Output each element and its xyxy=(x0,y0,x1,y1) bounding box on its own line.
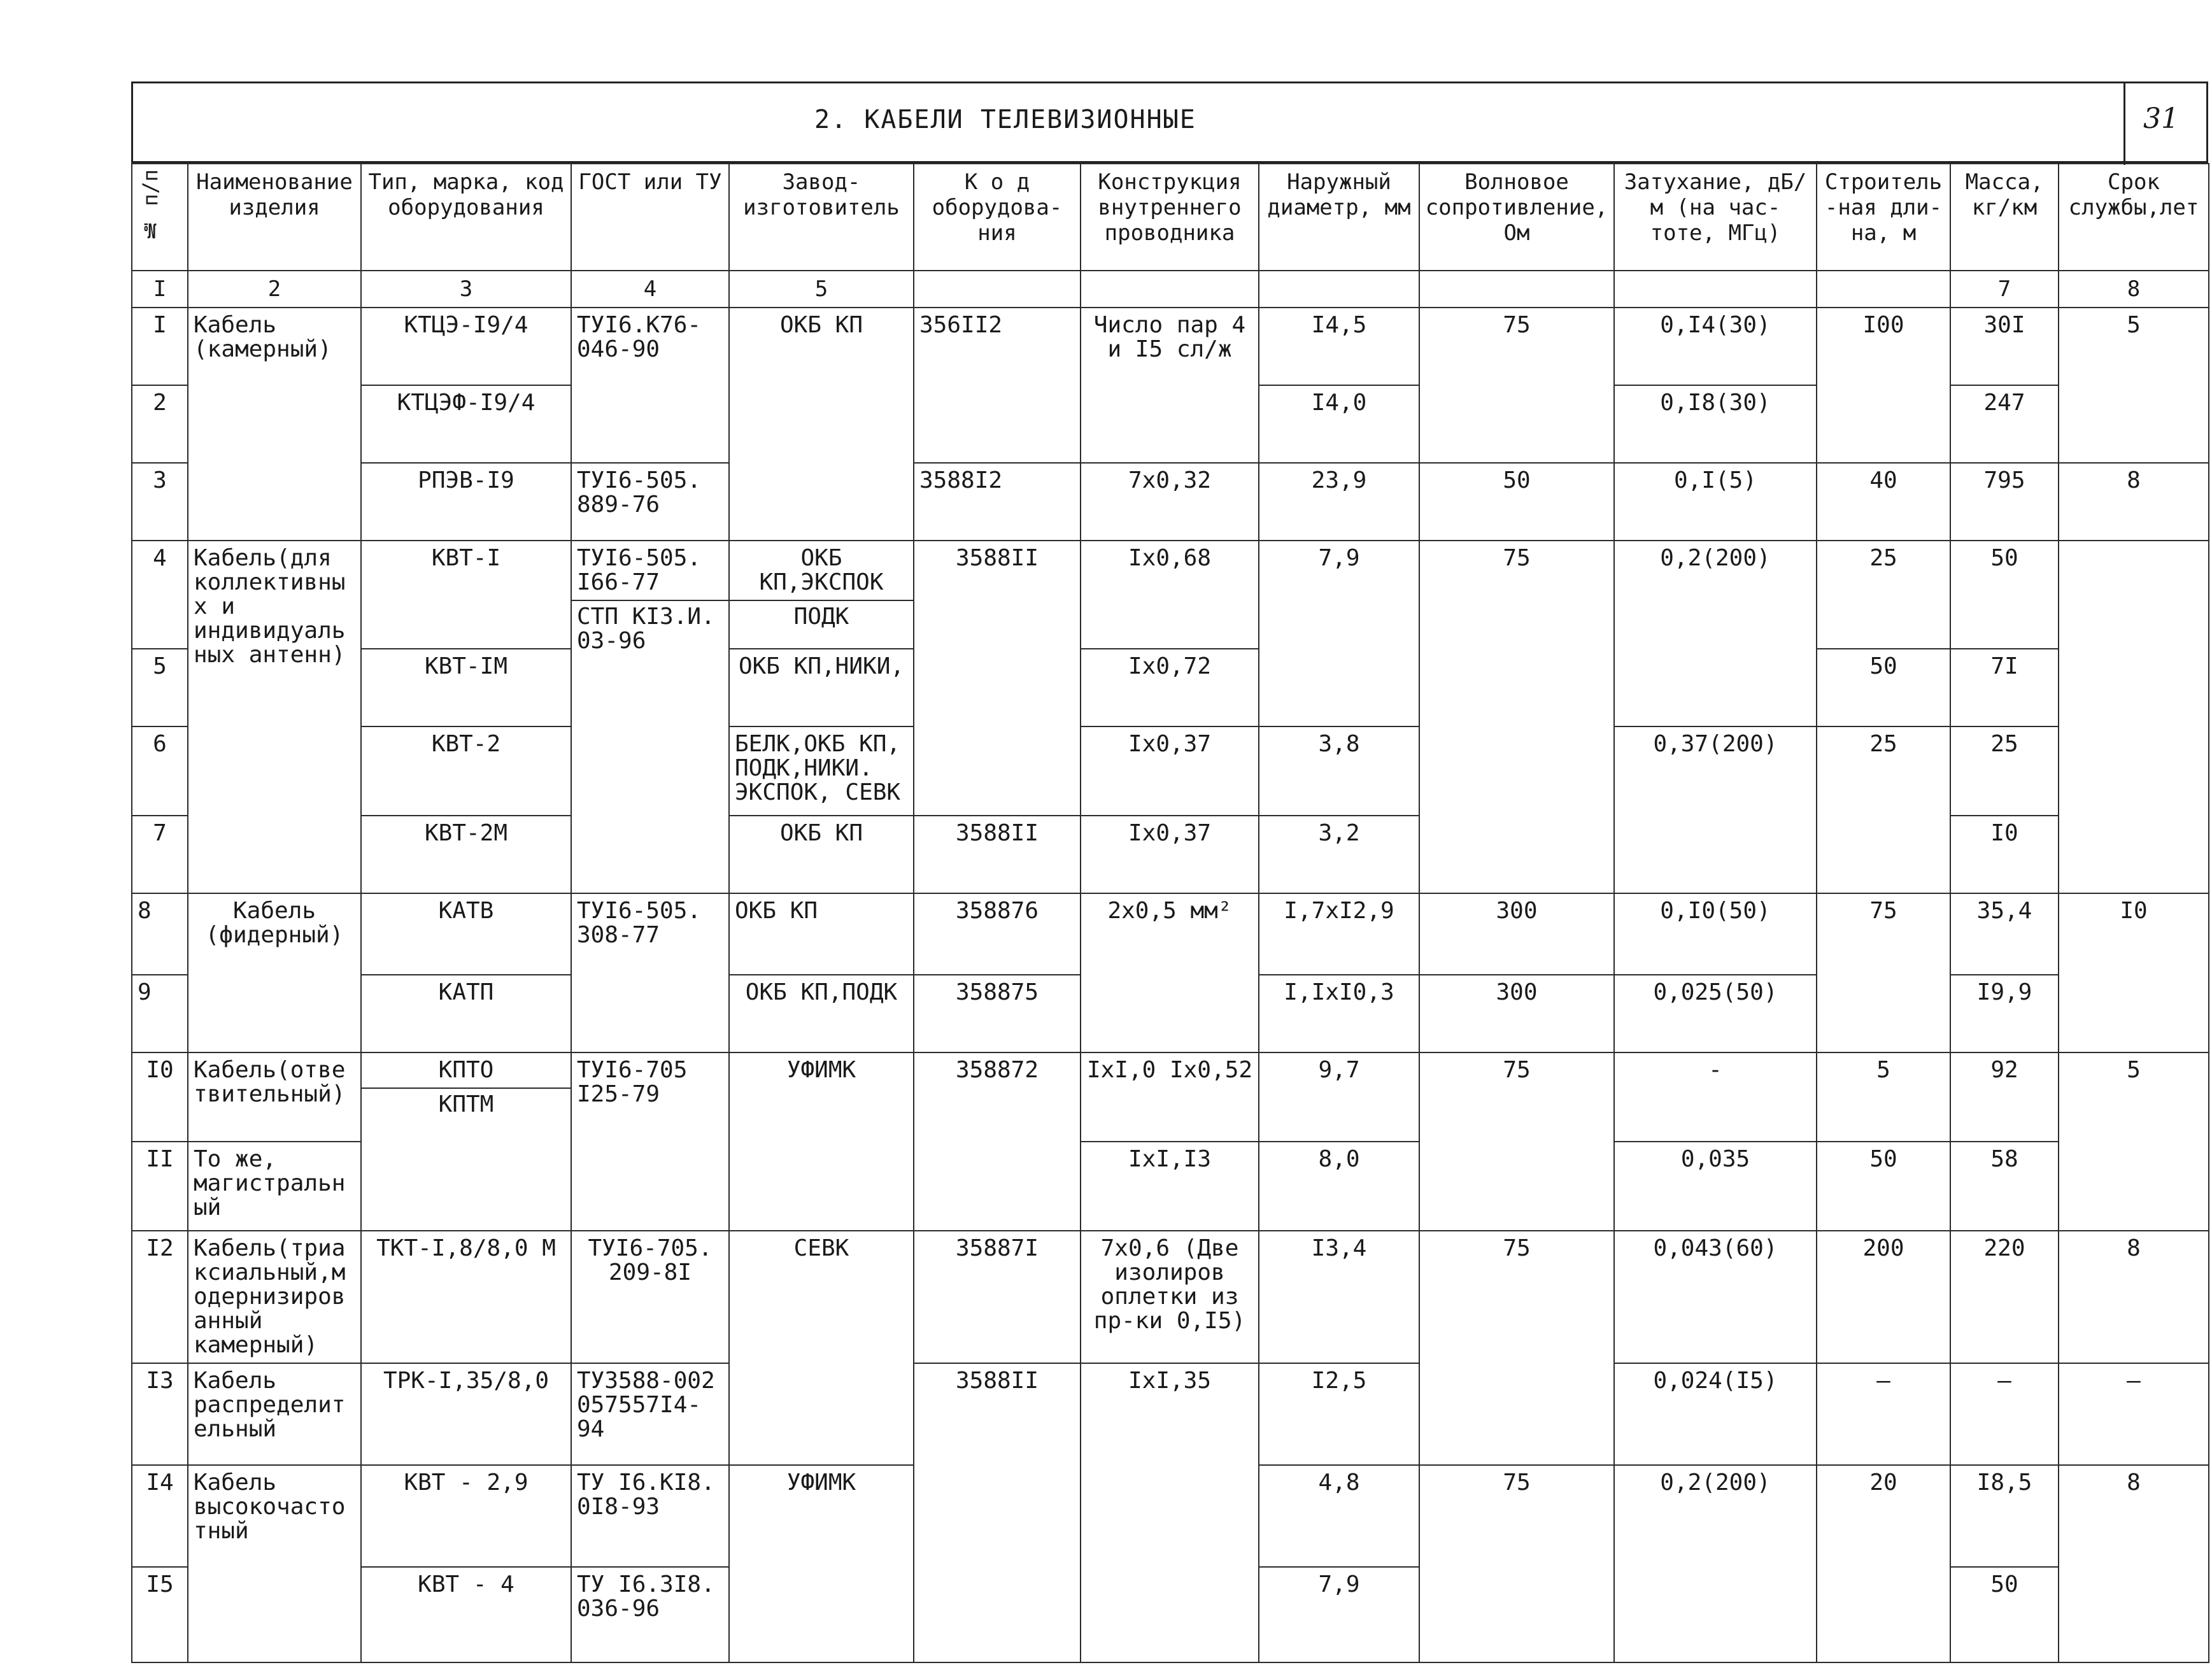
product-name: Кабель(для коллективных и индивидуальных антенн) xyxy=(188,541,361,893)
table-row xyxy=(132,463,2209,541)
row-number: 3 xyxy=(132,463,188,541)
header-cell: Наружный диаметр, мм xyxy=(1259,164,1419,271)
cable-type: КВТ-2М xyxy=(361,816,571,893)
table-row xyxy=(132,649,2209,726)
attenuation: 0,043(60) xyxy=(1614,1231,1817,1363)
equipment-code: 358875 xyxy=(914,975,1081,1052)
document-sheet xyxy=(131,81,2208,1622)
attenuation: 0,I8(30) xyxy=(1614,385,1817,463)
wave-impedance: 75 xyxy=(1419,541,1614,893)
mass: 247 xyxy=(1950,385,2059,463)
construction-length: – xyxy=(1817,1363,1950,1465)
header-cell: Масса, кг/км xyxy=(1950,164,2059,271)
row-number: 9 xyxy=(132,975,188,1052)
gost-spec-primary: ТУI6-505. I66-77 xyxy=(577,545,702,595)
wave-impedance: 300 xyxy=(1419,893,1614,975)
outer-diameter: I3,4 xyxy=(1259,1231,1419,1363)
attenuation: 0,I(5) xyxy=(1614,463,1817,541)
page-number: 31 xyxy=(2143,103,2179,135)
cable-type: КВТ - 4 xyxy=(361,1567,571,1662)
mass: 50 xyxy=(1950,1567,2059,1662)
construction-length: 20 xyxy=(1817,1465,1950,1662)
attenuation: 0,37(200) xyxy=(1614,726,1817,893)
cable-type: КВТ-2 xyxy=(361,726,571,816)
table-row xyxy=(132,1231,2209,1363)
cable-type: ТКТ-I,8/8,0 М xyxy=(361,1231,571,1363)
header-row xyxy=(132,164,2209,271)
outer-diameter: 7,9 xyxy=(1259,541,1419,726)
equipment-code: 3588II xyxy=(914,1363,1081,1662)
attenuation: 0,035 xyxy=(1614,1142,1817,1231)
mass: I9,9 xyxy=(1950,975,2059,1052)
gost-spec-secondary: СТП КI3.И. 03-96 xyxy=(572,600,728,653)
column-number xyxy=(914,271,1081,308)
mass: 220 xyxy=(1950,1231,2059,1363)
table-row xyxy=(132,893,2209,975)
product-name: Кабель (фидерный) xyxy=(188,893,361,1052)
table-row xyxy=(132,308,2209,385)
row-number: I0 xyxy=(132,1052,188,1142)
gost-spec xyxy=(571,541,729,893)
row-number: II xyxy=(132,1142,188,1231)
conductor-construction: 2х0,5 мм² xyxy=(1081,893,1259,1052)
construction-length: 25 xyxy=(1817,541,1950,649)
service-life: 8 xyxy=(2059,1231,2209,1363)
equipment-code: 358876 xyxy=(914,893,1081,975)
outer-diameter: 3,2 xyxy=(1259,816,1419,893)
attenuation: 0,2(200) xyxy=(1614,541,1817,726)
conductor-construction: Iх0,37 xyxy=(1081,816,1259,893)
row-number: 6 xyxy=(132,726,188,816)
manufacturer: УФИМК xyxy=(729,1052,914,1231)
manufacturer: ОКБ КП xyxy=(729,308,914,541)
row-number: I2 xyxy=(132,1231,188,1363)
conductor-construction: IхI,I3 xyxy=(1081,1142,1259,1231)
construction-length: 40 xyxy=(1817,463,1950,541)
conductor-construction: 7х0,32 xyxy=(1081,463,1259,541)
column-number xyxy=(1081,271,1259,308)
outer-diameter: I2,5 xyxy=(1259,1363,1419,1465)
outer-diameter: 9,7 xyxy=(1259,1052,1419,1142)
column-number-row xyxy=(132,271,2209,308)
wave-impedance: 50 xyxy=(1419,463,1614,541)
mass: 92 xyxy=(1950,1052,2059,1142)
attenuation: 0,I0(50) xyxy=(1614,893,1817,975)
outer-diameter: I,7хI2,9 xyxy=(1259,893,1419,975)
outer-diameter: I4,0 xyxy=(1259,385,1419,463)
product-name: Кабель(ответвительный) xyxy=(188,1052,361,1142)
construction-length: I00 xyxy=(1817,308,1950,463)
equipment-code: 358872 xyxy=(914,1052,1081,1231)
service-life: – xyxy=(2059,1363,2209,1465)
outer-diameter: 7,9 xyxy=(1259,1567,1419,1662)
outer-diameter: 8,0 xyxy=(1259,1142,1419,1231)
cable-type: КВТ - 2,9 xyxy=(361,1465,571,1567)
column-number: 7 xyxy=(1950,271,2059,308)
cable-type: КАТП xyxy=(361,975,571,1052)
equipment-code: 3588II xyxy=(914,541,1081,816)
construction-length: 25 xyxy=(1817,726,1950,893)
manufacturer: БЕЛК,ОКБ КП, ПОДК,НИКИ. ЭКСПОК, СЕВК xyxy=(729,726,914,816)
service-life xyxy=(2059,541,2209,893)
gost-spec: ТУI6-505. 889-76 xyxy=(571,463,729,541)
gost-spec: ТУI6-505. 308-77 xyxy=(571,893,729,1052)
product-name: Кабель(триаксиальный,модернизированный камерный) xyxy=(188,1231,361,1363)
attenuation: - xyxy=(1614,1052,1817,1142)
construction-length: 200 xyxy=(1817,1231,1950,1363)
manufacturer: СЕВК xyxy=(729,1231,914,1465)
header-cell: № п/п xyxy=(132,164,188,271)
page-title: 2. КАБЕЛИ ТЕЛЕВИЗИОННЫЕ xyxy=(814,105,1196,134)
row-number: 4 xyxy=(132,541,188,649)
wave-impedance: 75 xyxy=(1419,308,1614,463)
cable-type: КПТО КПТМ xyxy=(361,1052,571,1231)
table-row xyxy=(132,1363,2209,1465)
outer-diameter: I4,5 xyxy=(1259,308,1419,385)
construction-length: 50 xyxy=(1817,649,1950,726)
product-name: Кабель (камерный) xyxy=(188,308,361,541)
gost-spec: ТУI6.К76-046-90 xyxy=(571,308,729,463)
cable-table xyxy=(131,163,2209,1663)
cable-type: КВТ-I xyxy=(361,541,571,649)
header-cell: Строитель-ная дли-на, м xyxy=(1817,164,1950,271)
header-cell: Завод-изготовитель xyxy=(729,164,914,271)
cable-type: КТЦЭ-I9/4 xyxy=(361,308,571,385)
attenuation: 0,024(I5) xyxy=(1614,1363,1817,1465)
wave-impedance: 75 xyxy=(1419,1465,1614,1662)
row-number: 5 xyxy=(132,649,188,726)
mass: 50 xyxy=(1950,541,2059,649)
mass: 35,4 xyxy=(1950,893,2059,975)
product-name: То же, магистральный xyxy=(188,1142,361,1231)
construction-length: 75 xyxy=(1817,893,1950,1052)
column-number: 4 xyxy=(571,271,729,308)
row-number: I4 xyxy=(132,1465,188,1567)
manufacturer xyxy=(729,541,914,649)
cable-type: КТЦЭФ-I9/4 xyxy=(361,385,571,463)
mass: – xyxy=(1950,1363,2059,1465)
cable-type: РПЭВ-I9 xyxy=(361,463,571,541)
gost-spec: ТУ I6.3I8. 036-96 xyxy=(571,1567,729,1662)
equipment-code: 35887I xyxy=(914,1231,1081,1363)
row-number: I3 xyxy=(132,1363,188,1465)
row-number: I5 xyxy=(132,1567,188,1662)
conductor-construction: Iх0,68 xyxy=(1081,541,1259,649)
equipment-code: 3588I2 xyxy=(914,463,1081,541)
service-life: 5 xyxy=(2059,1052,2209,1231)
gost-spec: ТУ3588-002 057557I4-94 xyxy=(571,1363,729,1465)
manufacturer-secondary: ПОДК xyxy=(730,600,913,629)
attenuation: 0,025(50) xyxy=(1614,975,1817,1052)
table-row xyxy=(132,541,2209,649)
mass: I8,5 xyxy=(1950,1465,2059,1567)
outer-diameter: I,IхI0,3 xyxy=(1259,975,1419,1052)
column-number xyxy=(1259,271,1419,308)
service-life: 5 xyxy=(2059,308,2209,463)
header-cell: Тип, марка, код оборудования xyxy=(361,164,571,271)
row-number: 8 xyxy=(132,893,188,975)
column-number: 8 xyxy=(2059,271,2209,308)
column-number xyxy=(1614,271,1817,308)
column-number xyxy=(1419,271,1614,308)
table-row xyxy=(132,1052,2209,1142)
column-number: 2 xyxy=(188,271,361,308)
header-cell: Волновое сопротивление, Ом xyxy=(1419,164,1614,271)
mass: I0 xyxy=(1950,816,2059,893)
wave-impedance: 300 xyxy=(1419,975,1614,1052)
cable-type-secondary: КПТМ xyxy=(362,1088,571,1117)
manufacturer: ОКБ КП xyxy=(729,893,914,975)
mass: 58 xyxy=(1950,1142,2059,1231)
row-number: 2 xyxy=(132,385,188,463)
mass: 795 xyxy=(1950,463,2059,541)
outer-diameter: 4,8 xyxy=(1259,1465,1419,1567)
manufacturer: ОКБ КП xyxy=(729,816,914,893)
manufacturer: ОКБ КП,НИКИ, xyxy=(729,649,914,726)
service-life: 8 xyxy=(2059,463,2209,541)
attenuation: 0,I4(30) xyxy=(1614,308,1817,385)
row-number: 7 xyxy=(132,816,188,893)
mass: 7I xyxy=(1950,649,2059,726)
header-cell: Срок службы,лет xyxy=(2059,164,2209,271)
product-name: Кабель высокочастотный xyxy=(188,1465,361,1662)
conductor-construction: Iх0,37 xyxy=(1081,726,1259,816)
mass: 30I xyxy=(1950,308,2059,385)
service-life: 8 xyxy=(2059,1465,2209,1662)
conductor-construction: IхI,0 Iх0,52 xyxy=(1081,1052,1259,1142)
product-name: Кабель распределительный xyxy=(188,1363,361,1465)
conductor-construction: Число пар 4 и I5 сл/ж xyxy=(1081,308,1259,463)
conductor-construction: Iх0,72 xyxy=(1081,649,1259,726)
service-life: I0 xyxy=(2059,893,2209,1052)
row-number: I xyxy=(132,308,188,385)
cable-type: ТРК-I,35/8,0 xyxy=(361,1363,571,1465)
header-cell: ГОСТ или ТУ xyxy=(571,164,729,271)
manufacturer: ОКБ КП,ПОДК xyxy=(729,975,914,1052)
column-number: 5 xyxy=(729,271,914,308)
cable-type: КВТ-IМ xyxy=(361,649,571,726)
wave-impedance: 75 xyxy=(1419,1231,1614,1465)
wave-impedance: 75 xyxy=(1419,1052,1614,1231)
column-number: I xyxy=(132,271,188,308)
mass: 25 xyxy=(1950,726,2059,816)
page-number-box xyxy=(2123,83,2206,165)
header-cell: Наименование изделия xyxy=(188,164,361,271)
conductor-construction: IхI,35 xyxy=(1081,1363,1259,1662)
construction-length: 50 xyxy=(1817,1142,1950,1231)
header-cell: К о д оборудова-ния xyxy=(914,164,1081,271)
gost-spec: ТУ I6.КI8. 0I8-93 xyxy=(571,1465,729,1567)
header-cell: Конструкция внутреннего проводника xyxy=(1081,164,1259,271)
title-bar xyxy=(131,81,2208,163)
equipment-code: 3588II xyxy=(914,816,1081,893)
construction-length: 5 xyxy=(1817,1052,1950,1142)
attenuation: 0,2(200) xyxy=(1614,1465,1817,1662)
equipment-code: 356II2 xyxy=(914,308,1081,463)
column-number xyxy=(1817,271,1950,308)
header-cell: Затухание, дБ/м (на час-тоте, МГц) xyxy=(1614,164,1817,271)
cable-type: КАТВ xyxy=(361,893,571,975)
table-row xyxy=(132,726,2209,816)
outer-diameter: 3,8 xyxy=(1259,726,1419,816)
outer-diameter: 23,9 xyxy=(1259,463,1419,541)
gost-spec: ТУI6-705 I25-79 xyxy=(571,1052,729,1231)
conductor-construction: 7х0,6 (Две изолиров оплетки из пр-ки 0,I5) xyxy=(1081,1231,1259,1363)
manufacturer: УФИМК xyxy=(729,1465,914,1662)
manufacturer-primary: ОКБ КП,ЭКСПОК xyxy=(759,545,884,595)
gost-spec: ТУI6-705. 209-8I xyxy=(571,1231,729,1363)
column-number: 3 xyxy=(361,271,571,308)
